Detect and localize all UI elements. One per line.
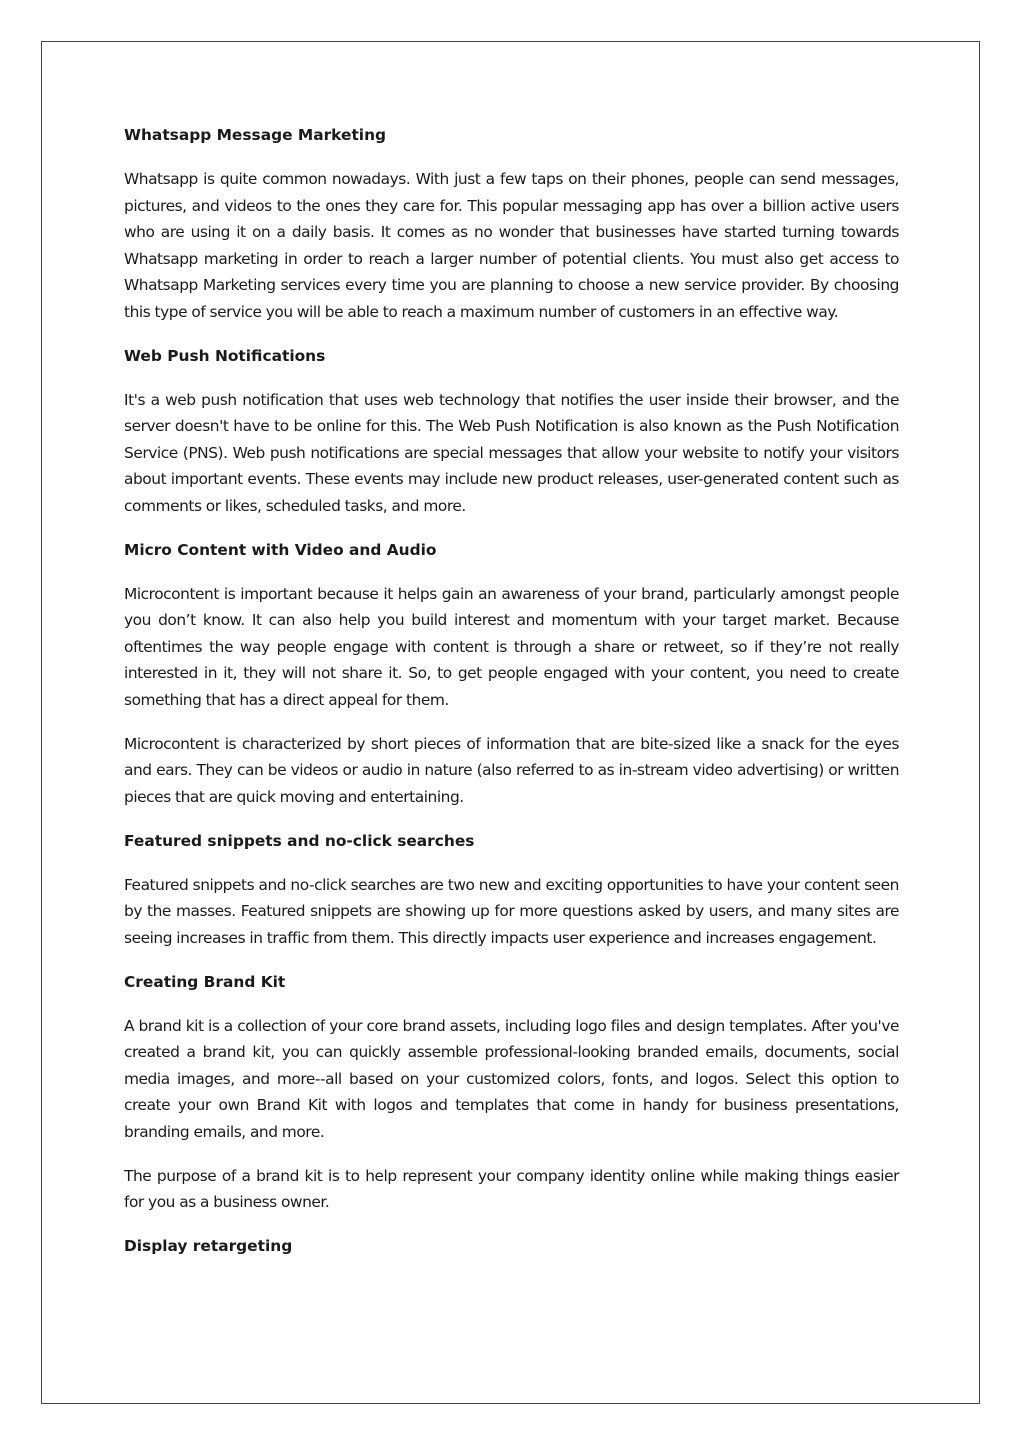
section-paragraph: It's a web push notification that uses web technology that notifies the user inside their browser, and the server doesn't have to be online for this. The Web Push Notification is also known as the Push Notification Service (PNS). Web push notifications are special messages that allow your website to notify your visitors about important events. These events may include new product releases, user-generated content such as comments or likes, scheduled tasks, and more. <box>124 390 899 515</box>
section-heading-whatsapp: Whatsapp Message Marketing <box>124 126 387 144</box>
document-content <box>124 122 899 1277</box>
section-paragraph: Featured snippets and no-click searches are two new and exciting opportunities to have your content seen by the masses. Featured snippets are showing up for more questions asked by users, and many sites are seeing increases in traffic from them. This directly impacts user experience and increases engagement. <box>124 875 899 947</box>
section-heading-display-retargeting: Display retargeting <box>124 1237 293 1255</box>
section-paragraph: Microcontent is characterized by short pieces of information that are bite-sized like a snack for the eyes and ears. They can be videos or audio in nature (also referred to as in-stream video advertising) or written pieces that are quick moving and entertaining. <box>124 734 899 806</box>
section-heading-micro-content: Micro Content with Video and Audio <box>124 540 437 559</box>
section-heading-web-push: Web Push Notifications <box>124 346 326 365</box>
section-heading-brand-kit: Creating Brand Kit <box>124 972 286 991</box>
section-paragraph: The purpose of a brand kit is to help represent your company identity online while making things easier for you as a business owner. <box>124 1166 899 1211</box>
section-paragraph: Whatsapp is quite common nowadays. With just a few taps on their phones, people can send messages, pictures, and videos to the ones they care for. This popular messaging app has over a billion active users who are using it on a daily basis. It comes as no wonder that businesses have started turning towards Whatsapp marketing in order to reach a larger number of potential clients. You must also get access to Whatsapp Marketing services every time you are planning to choose a new service provider. By choosing this type of service you will be able to reach a maximum number of customers in an effective way. <box>124 170 899 321</box>
section-paragraph: A brand kit is a collection of your core brand assets, including logo files and design templates. After you've created a brand kit, you can quickly assemble professional-looking branded emails, documents, social media images, and more--all based on your customized colors, fonts, and logos. Select this option to create your own Brand Kit with logos and templates that come in handy for business presentations, branding emails, and more. <box>124 1016 899 1141</box>
section-paragraph: Microcontent is important because it helps gain an awareness of your brand, particularly amongst people you don’t know. It can also help you build interest and momentum with your target market. Because oftentimes the way people engage with content is through a share or retweet, so if they’re not really interested in it, they will not share it. So, to get people engaged with your content, you need to create something that has a direct appeal for them. <box>124 584 899 709</box>
section-heading-featured-snippets: Featured snippets and no-click searches <box>124 831 475 850</box>
